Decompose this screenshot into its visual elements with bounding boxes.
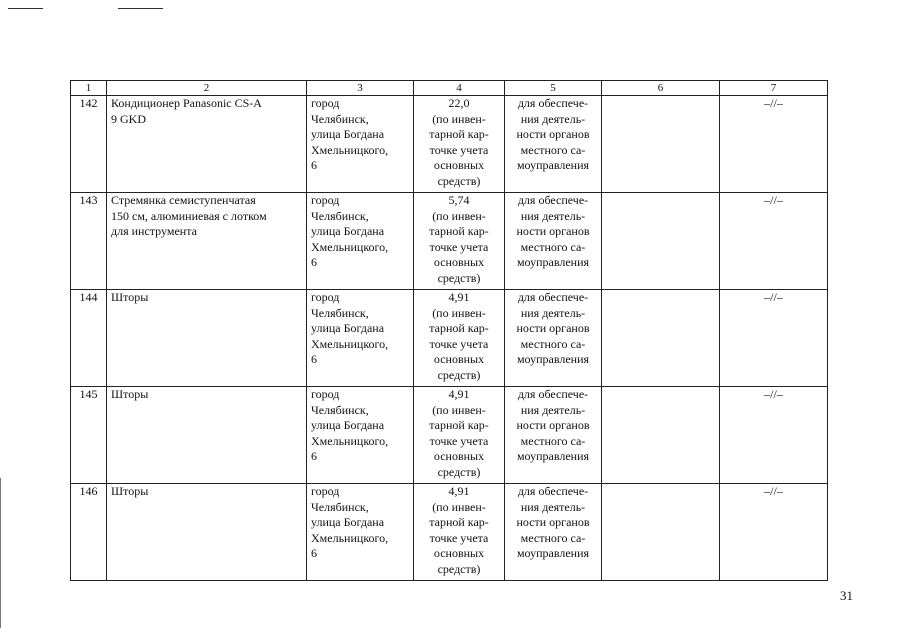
cell-line: (по инвен- xyxy=(432,111,486,126)
item-number: 145 xyxy=(71,387,107,484)
table-row xyxy=(71,290,828,387)
cell-line: местного са- xyxy=(520,239,586,254)
cell-line: для обеспече- xyxy=(517,387,589,401)
cell-line: средств) xyxy=(437,561,481,576)
cell-line: для обеспече- xyxy=(517,96,589,110)
item-address xyxy=(307,96,414,193)
column-header: 2 xyxy=(107,81,307,96)
cell-line: для обеспече- xyxy=(517,290,589,304)
item-name xyxy=(107,484,307,581)
cell-line: Хмельницкого, xyxy=(311,142,389,157)
cell-line: Челябинск, xyxy=(311,111,369,126)
cell-line: местного са- xyxy=(520,336,586,351)
cell-line: Хмельницкого, xyxy=(311,336,389,351)
cell-line: город xyxy=(311,484,340,498)
item-column-6 xyxy=(602,193,720,290)
cell-line: ности органов xyxy=(516,515,590,529)
cell-line: моуправления xyxy=(516,352,590,366)
item-value xyxy=(414,387,505,484)
item-address xyxy=(307,387,414,484)
cell-line: моуправления xyxy=(516,255,590,269)
table-row xyxy=(71,96,828,193)
cell-line: ности органов xyxy=(516,321,590,335)
cell-line: основных xyxy=(433,158,485,172)
cell-line: Шторы xyxy=(111,484,149,498)
cell-line: улица Богдана xyxy=(311,321,385,335)
cell-line: средств) xyxy=(437,367,481,382)
cell-line: Челябинск, xyxy=(311,208,369,223)
cell-line: 6 xyxy=(311,158,317,172)
cell-line: для обеспече- xyxy=(517,193,589,207)
cell-line: точке учета xyxy=(429,433,489,448)
cell-line: (по инвен- xyxy=(432,305,486,320)
item-purpose xyxy=(505,387,602,484)
item-address xyxy=(307,484,414,581)
cell-line: моуправления xyxy=(516,449,590,463)
inventory-table xyxy=(70,80,828,581)
table-row xyxy=(71,387,828,484)
item-note: –//– xyxy=(720,193,828,290)
item-number: 146 xyxy=(71,484,107,581)
item-note: –//– xyxy=(720,484,828,581)
cell-line: для обеспече- xyxy=(517,484,589,498)
item-column-6 xyxy=(602,290,720,387)
cell-line: основных xyxy=(433,546,485,560)
cell-line: средств) xyxy=(437,173,481,188)
cell-line: Челябинск, xyxy=(311,305,369,320)
cell-line: 150 см, алюминиевая с лотком xyxy=(111,208,267,223)
cell-line: 22,0 xyxy=(448,96,470,110)
item-number: 142 xyxy=(71,96,107,193)
cell-line: ности органов xyxy=(516,418,590,432)
item-name xyxy=(107,193,307,290)
column-header: 5 xyxy=(505,81,602,96)
cell-line: тарной кар- xyxy=(429,127,489,141)
cell-line: точке учета xyxy=(429,530,489,545)
column-header: 4 xyxy=(414,81,505,96)
cell-line: тарной кар- xyxy=(429,515,489,529)
cell-line: 6 xyxy=(311,449,317,463)
cell-line: улица Богдана xyxy=(311,515,385,529)
cell-line: Челябинск, xyxy=(311,402,369,417)
cell-line: местного са- xyxy=(520,530,586,545)
cell-line: Хмельницкого, xyxy=(311,239,389,254)
cell-line: (по инвен- xyxy=(432,499,486,514)
cell-line: ния деятель- xyxy=(520,305,586,320)
cell-line: улица Богдана xyxy=(311,418,385,432)
item-name xyxy=(107,387,307,484)
cell-line: средств) xyxy=(437,464,481,479)
header-rule-left xyxy=(8,8,43,9)
cell-line: 4,91 xyxy=(448,484,470,498)
table-row xyxy=(71,193,828,290)
item-value xyxy=(414,484,505,581)
cell-line: (по инвен- xyxy=(432,208,486,223)
cell-line: город xyxy=(311,96,340,110)
item-number: 143 xyxy=(71,193,107,290)
item-value xyxy=(414,193,505,290)
item-address xyxy=(307,193,414,290)
cell-line: Челябинск, xyxy=(311,499,369,514)
item-column-6 xyxy=(602,484,720,581)
item-name xyxy=(107,290,307,387)
column-header: 6 xyxy=(602,81,720,96)
header-rule-right xyxy=(118,8,163,9)
item-note: –//– xyxy=(720,290,828,387)
cell-line: Хмельницкого, xyxy=(311,530,389,545)
page-number: 31 xyxy=(840,588,853,603)
cell-line: 9 GKD xyxy=(111,111,146,126)
cell-line: 4,91 xyxy=(448,387,470,401)
column-header: 1 xyxy=(71,81,107,96)
cell-line: ности органов xyxy=(516,224,590,238)
cell-line: 5,74 xyxy=(448,193,470,207)
cell-line: Стремянка семиступенчатая xyxy=(111,193,256,207)
cell-line: улица Богдана xyxy=(311,127,385,141)
cell-line: 6 xyxy=(311,546,317,560)
cell-line: город xyxy=(311,387,340,401)
item-column-6 xyxy=(602,96,720,193)
item-purpose xyxy=(505,484,602,581)
cell-line: основных xyxy=(433,255,485,269)
cell-line: город xyxy=(311,193,340,207)
scan-edge-mark xyxy=(0,478,1,628)
cell-line: улица Богдана xyxy=(311,224,385,238)
cell-line: точке учета xyxy=(429,142,489,157)
cell-line: Шторы xyxy=(111,290,149,304)
item-note: –//– xyxy=(720,387,828,484)
cell-line: ния деятель- xyxy=(520,499,586,514)
item-value xyxy=(414,96,505,193)
item-number: 144 xyxy=(71,290,107,387)
cell-line: ния деятель- xyxy=(520,111,586,126)
item-purpose xyxy=(505,193,602,290)
item-name xyxy=(107,96,307,193)
cell-line: местного са- xyxy=(520,433,586,448)
cell-line: 4,91 xyxy=(448,290,470,304)
cell-line: средств) xyxy=(437,270,481,285)
cell-line: Хмельницкого, xyxy=(311,433,389,448)
cell-line: моуправления xyxy=(516,546,590,560)
cell-line: точке учета xyxy=(429,336,489,351)
column-header: 7 xyxy=(720,81,828,96)
cell-line: ности органов xyxy=(516,127,590,141)
item-column-6 xyxy=(602,387,720,484)
cell-line: 6 xyxy=(311,255,317,269)
cell-line: для инструмента xyxy=(111,224,197,238)
cell-line: 6 xyxy=(311,352,317,366)
column-header: 3 xyxy=(307,81,414,96)
cell-line: Кондиционер Panasonic CS-A xyxy=(111,96,262,110)
cell-line: тарной кар- xyxy=(429,224,489,238)
column-number-row xyxy=(71,81,828,96)
cell-line: ния деятель- xyxy=(520,402,586,417)
cell-line: Шторы xyxy=(111,387,149,401)
cell-line: тарной кар- xyxy=(429,321,489,335)
cell-line: местного са- xyxy=(520,142,586,157)
cell-line: точке учета xyxy=(429,239,489,254)
cell-line: моуправления xyxy=(516,158,590,172)
item-purpose xyxy=(505,290,602,387)
cell-line: город xyxy=(311,290,340,304)
item-address xyxy=(307,290,414,387)
cell-line: (по инвен- xyxy=(432,402,486,417)
cell-line: основных xyxy=(433,449,485,463)
item-purpose xyxy=(505,96,602,193)
cell-line: ния деятель- xyxy=(520,208,586,223)
cell-line: основных xyxy=(433,352,485,366)
item-note: –//– xyxy=(720,96,828,193)
table-row xyxy=(71,484,828,581)
cell-line: тарной кар- xyxy=(429,418,489,432)
item-value xyxy=(414,290,505,387)
